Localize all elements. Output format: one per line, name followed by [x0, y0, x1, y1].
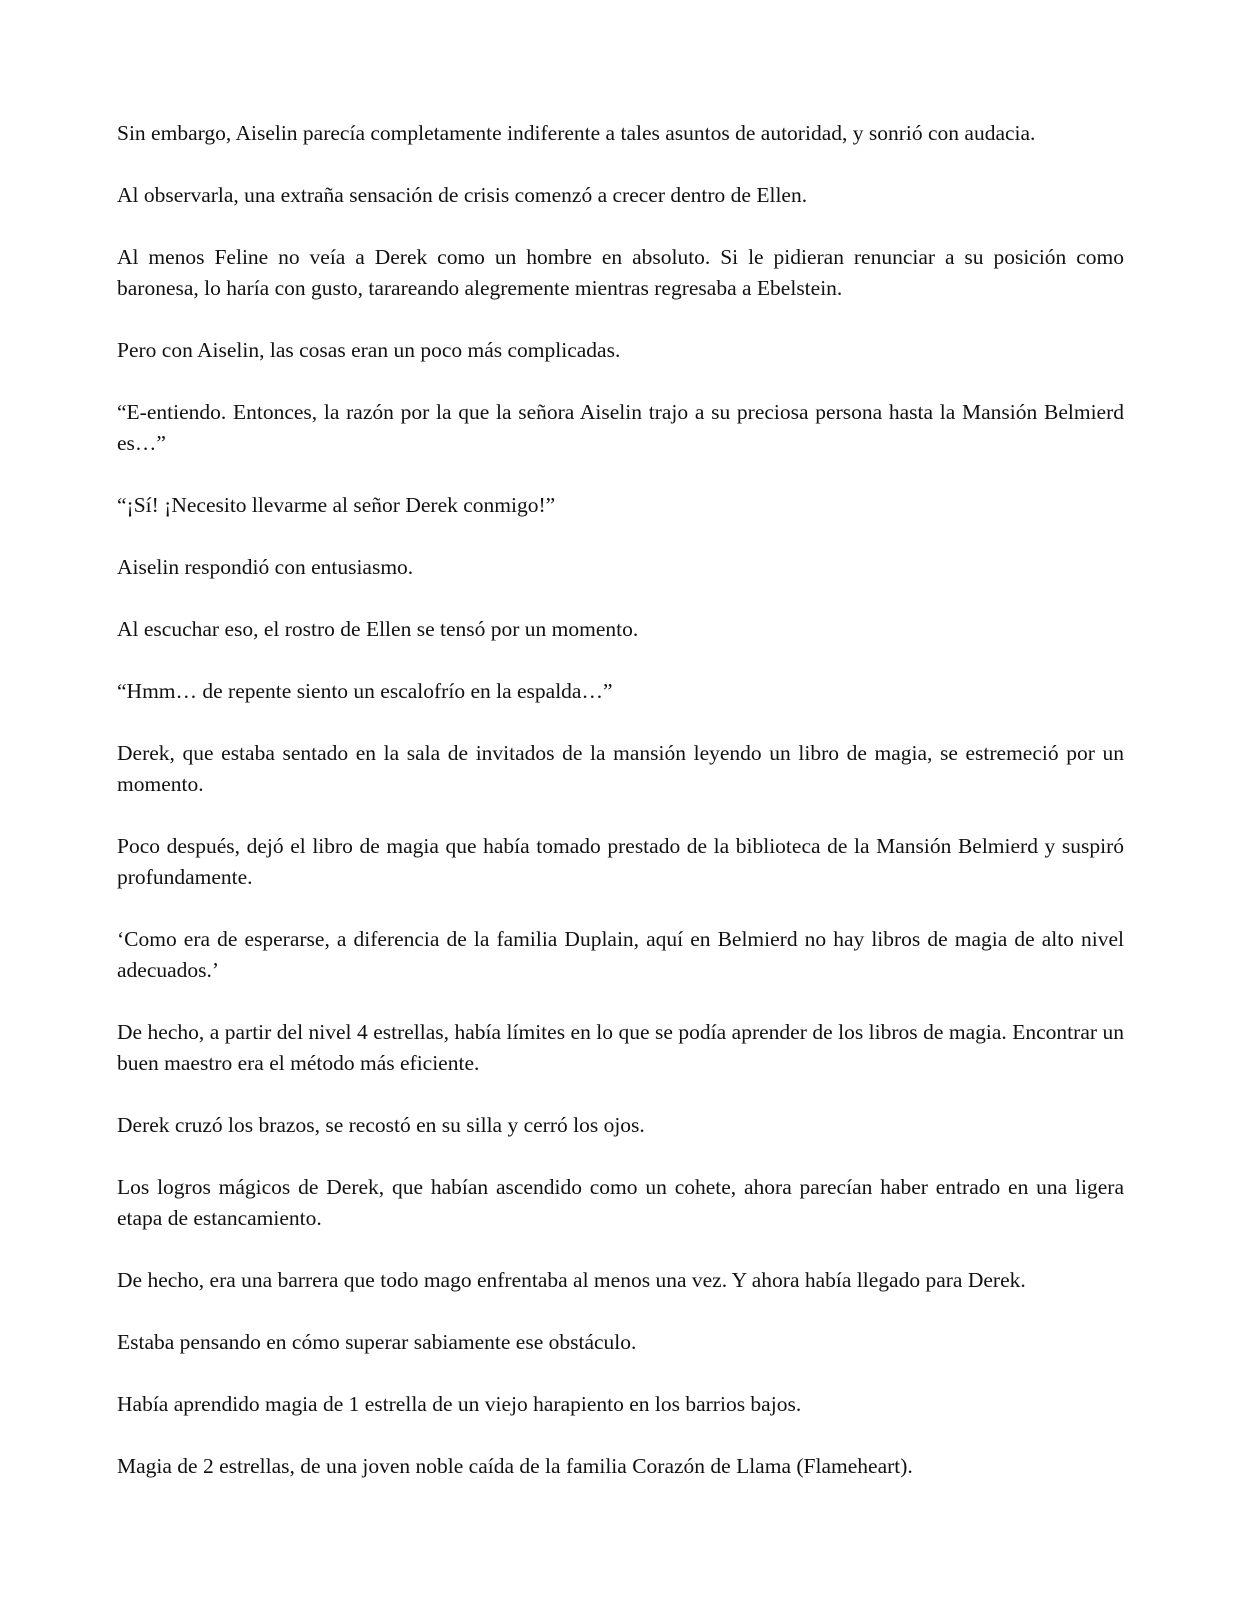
paragraph: “¡Sí! ¡Necesito llevarme al señor Derek conmigo!” — [117, 493, 556, 517]
paragraph: De hecho, a partir del nivel 4 estrellas, había límites en lo que se podía aprender de los libros de magia. Encontrar un buen maestro era el método más eficiente. — [117, 1020, 1124, 1075]
paragraph: Había aprendido magia de 1 estrella de un viejo harapiento en los barrios bajos. — [117, 1392, 802, 1416]
paragraph: ‘Como era de esperarse, a diferencia de la familia Duplain, aquí en Belmierd no hay libros de magia de alto nivel adecuados.’ — [117, 927, 1124, 982]
paragraph: Al menos Feline no veía a Derek como un hombre en absoluto. Si le pidieran renunciar a su posición como baronesa, lo haría con gusto, tarareando alegremente mientras regresaba a Ebelstein. — [117, 245, 1124, 300]
paragraph: Al observarla, una extraña sensación de crisis comenzó a crecer dentro de Ellen. — [117, 183, 808, 207]
paragraph: “E-entiendo. Entonces, la razón por la que la señora Aiselin trajo a su preciosa persona hasta la Mansión Belmierd es…” — [117, 400, 1124, 455]
paragraph: Magia de 2 estrellas, de una joven noble caída de la familia Corazón de Llama (Flameheart). — [117, 1454, 913, 1478]
paragraph: Al escuchar eso, el rostro de Ellen se tensó por un momento. — [117, 617, 639, 641]
document-body — [117, 118, 1124, 1513]
paragraph: Aiselin respondió con entusiasmo. — [117, 555, 414, 579]
paragraph: “Hmm… de repente siento un escalofrío en la espalda…” — [117, 679, 613, 703]
paragraph: Pero con Aiselin, las cosas eran un poco más complicadas. — [117, 338, 621, 362]
paragraph: Los logros mágicos de Derek, que habían ascendido como un cohete, ahora parecían haber entrado en una ligera etapa de estancamiento. — [117, 1175, 1124, 1230]
paragraph: Derek cruzó los brazos, se recostó en su silla y cerró los ojos. — [117, 1113, 645, 1137]
paragraph: Derek, que estaba sentado en la sala de invitados de la mansión leyendo un libro de magia, se estremeció por un momento. — [117, 741, 1124, 796]
paragraph: Sin embargo, Aiselin parecía completamente indiferente a tales asuntos de autoridad, y sonrió con audacia. — [117, 121, 1036, 145]
paragraph: Poco después, dejó el libro de magia que había tomado prestado de la biblioteca de la Mansión Belmierd y suspiró profundamente. — [117, 834, 1124, 889]
paragraph: De hecho, era una barrera que todo mago enfrentaba al menos una vez. Y ahora había llegado para Derek. — [117, 1268, 1026, 1292]
paragraph: Estaba pensando en cómo superar sabiamente ese obstáculo. — [117, 1330, 637, 1354]
